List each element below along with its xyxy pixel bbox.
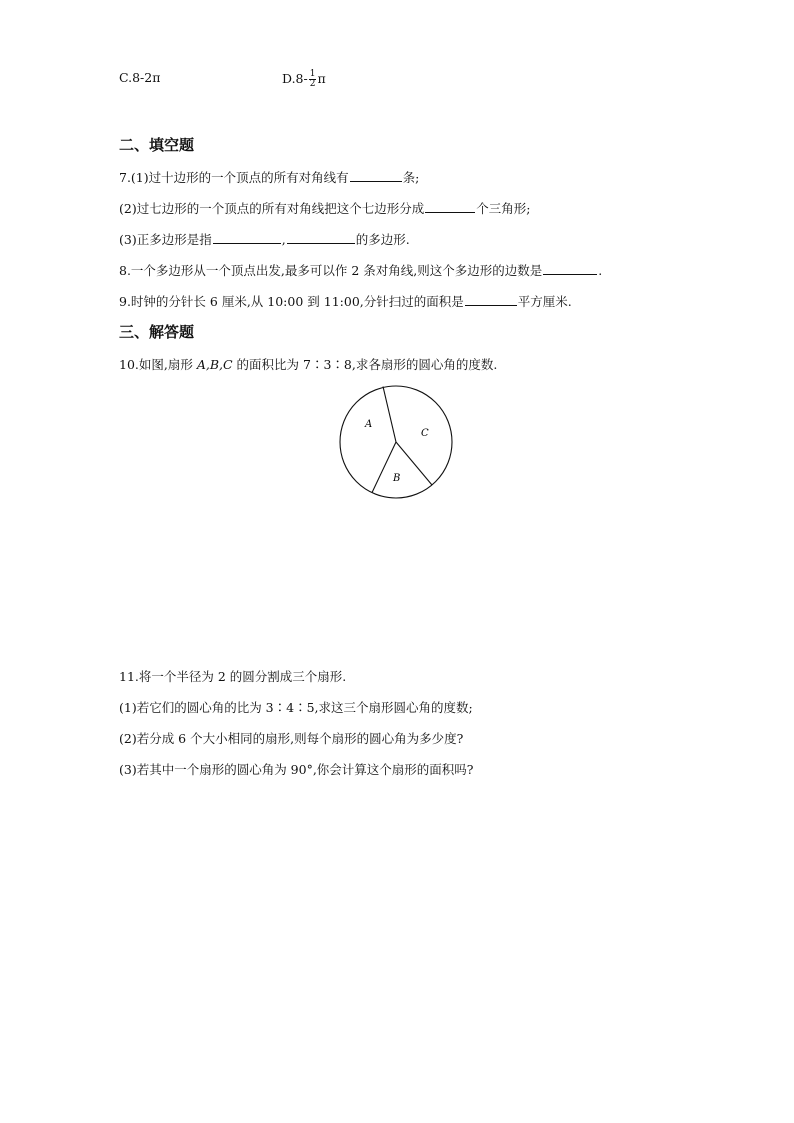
section-title-solutions: 三、解答题 xyxy=(119,323,195,341)
question-text: 个三角形; xyxy=(476,201,531,216)
question-text: 8.一个多边形从一个顶点出发,最多可以作 2 条对角线,则这个多边形的边数是 xyxy=(119,263,543,278)
answer-blank[interactable] xyxy=(425,201,475,213)
question-text: (2)过七边形的一个顶点的所有对角线把这个七边形分成 xyxy=(119,201,425,216)
question-7-2 xyxy=(119,201,530,217)
question-text: 平方厘米. xyxy=(517,294,572,309)
question-9 xyxy=(119,294,572,310)
answer-blank[interactable] xyxy=(213,232,281,244)
sector-radius xyxy=(372,442,396,493)
section-title-fill-in: 二、填空题 xyxy=(119,136,195,154)
question-text: 条; xyxy=(402,170,420,185)
question-text: 9.时钟的分针长 6 厘米,从 10:00 到 11:00,分针扫过的面积是 xyxy=(119,294,464,309)
pi-symbol: π xyxy=(152,70,161,85)
sector-label-c: C xyxy=(421,428,429,439)
sector-radius xyxy=(396,442,432,485)
sector-radius xyxy=(383,387,396,443)
sector-label-a: A xyxy=(365,419,373,430)
fraction-numerator: 1 xyxy=(309,69,316,79)
answer-blank[interactable] xyxy=(465,294,517,306)
sector-variables: A,B,C xyxy=(196,357,233,372)
option-d xyxy=(282,70,326,89)
question-11-2: (2)若分成 6 个大小相同的扇形,则每个扇形的圆心角为多少度? xyxy=(119,731,464,746)
question-11: 11.将一个半径为 2 的圆分割成三个扇形. xyxy=(119,669,347,684)
question-text: 的多边形. xyxy=(355,232,410,247)
question-text: 的面积比为 7∶3∶8,求各扇形的圆心角的度数. xyxy=(232,357,498,372)
sector-circle-figure xyxy=(338,384,456,500)
question-text: . xyxy=(598,263,603,278)
sector-label-b: B xyxy=(393,473,401,484)
option-c xyxy=(119,70,160,86)
option-d-text: D.8- xyxy=(282,71,308,86)
answer-blank[interactable] xyxy=(350,170,402,182)
pi-symbol: π xyxy=(317,71,326,86)
question-7-1 xyxy=(119,170,419,186)
question-8 xyxy=(119,263,602,279)
fraction-denominator: 2 xyxy=(309,79,316,89)
question-11-3: (3)若其中一个扇形的圆心角为 90°,你会计算这个扇形的面积吗? xyxy=(119,762,474,777)
fraction-one-half xyxy=(309,70,317,89)
answer-blank[interactable] xyxy=(287,232,355,244)
question-text: 7.(1)过十边形的一个顶点的所有对角线有 xyxy=(119,170,349,185)
question-text: (3)正多边形是指 xyxy=(119,232,212,247)
question-text: 10.如图,扇形 xyxy=(119,357,197,372)
question-text: , xyxy=(281,232,286,247)
option-c-text: C.8-2 xyxy=(119,70,153,85)
question-10 xyxy=(119,357,497,373)
answer-blank[interactable] xyxy=(543,263,597,275)
question-7-3 xyxy=(119,232,410,248)
question-11-1: (1)若它们的圆心角的比为 3∶4∶5,求这三个扇形圆心角的度数; xyxy=(119,700,473,715)
